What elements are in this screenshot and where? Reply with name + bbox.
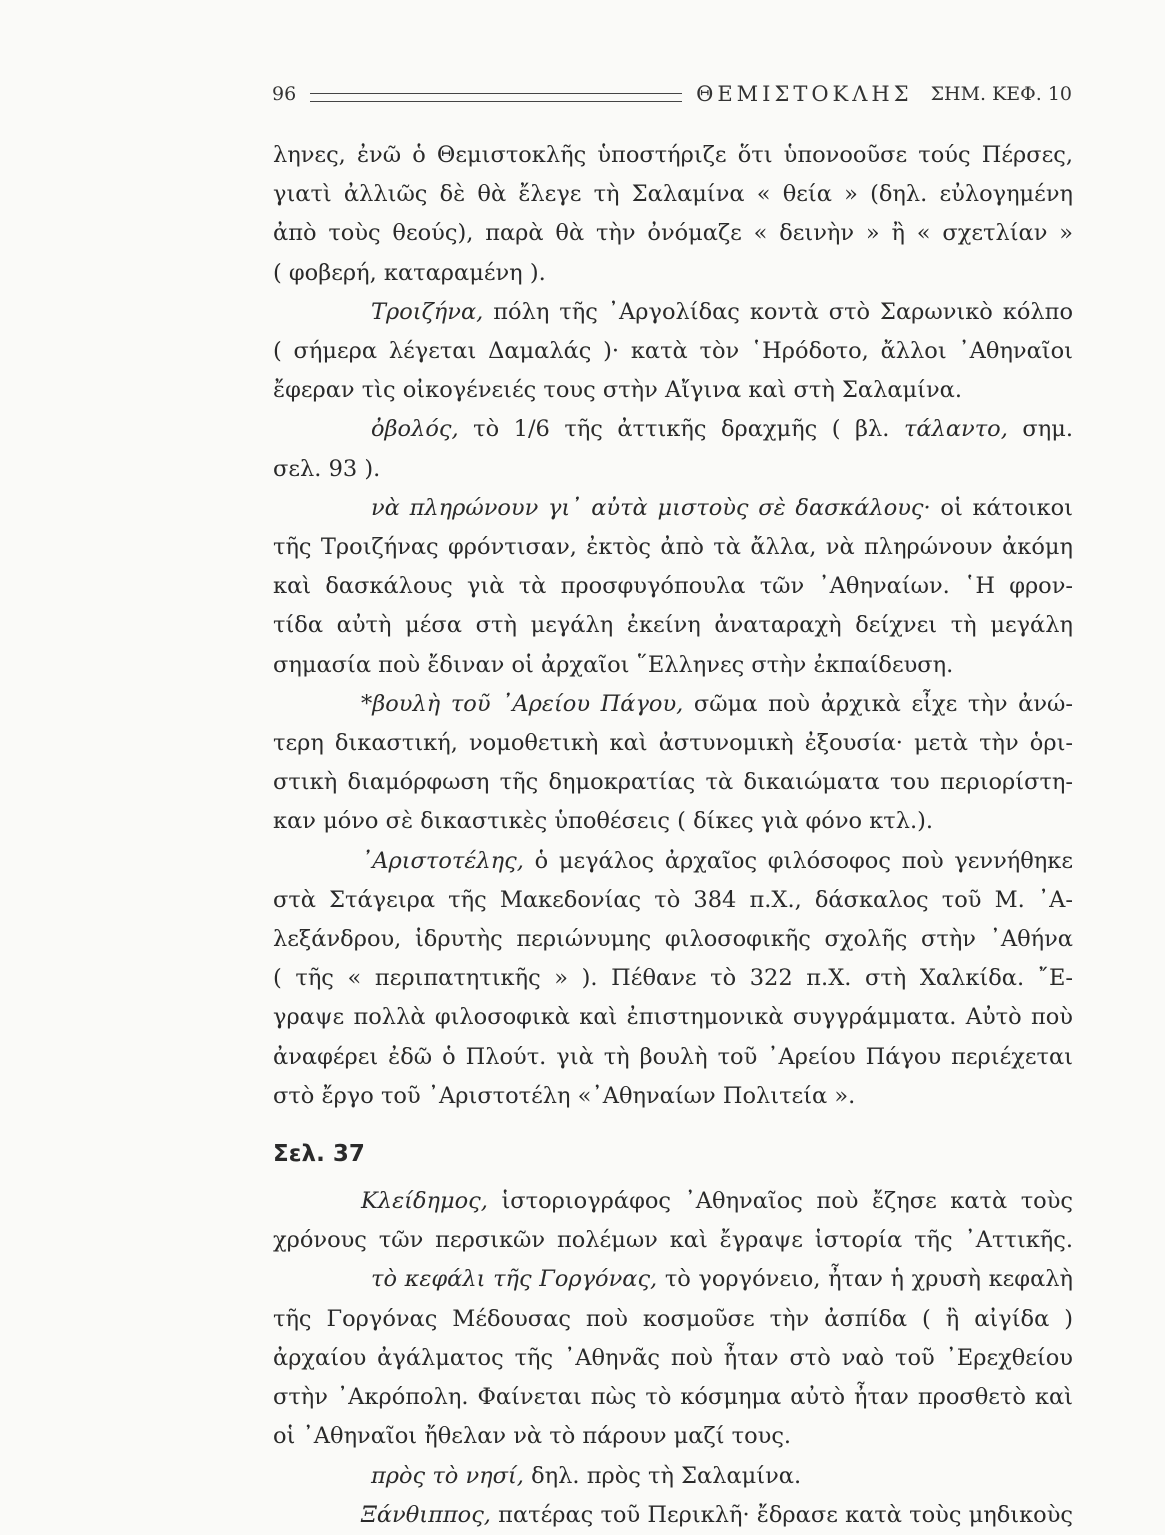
text-line: ( τῆς « περιπατητικῆς » ). Πέθανε τὸ 322 π.Χ. στὴ Χαλκίδα. ῎Ε-: [273, 965, 1073, 992]
text-line: στὸ ἔργο τοῦ ᾿Αριστοτέλη «᾿Αθηναίων Πολιτεία ».: [273, 1082, 856, 1109]
note-term: Κλείδημος,: [361, 1188, 488, 1215]
text-line: ἀναφέρει ἐδῶ ὁ Πλούτ. γιὰ τὴ βουλὴ τοῦ ᾿Αρείου Πάγου περιέχεται: [273, 1043, 1073, 1070]
text-line: στὰ Στάγειρα τῆς Μακεδονίας τὸ 384 π.Χ., δάσκαλος τοῦ Μ. ᾿Α-: [273, 886, 1073, 913]
text-line: γραψε πολλὰ φιλοσοφικὰ καὶ ἐπιστημονικὰ συγγράμματα. Αὐτὸ ποὺ: [273, 1004, 1073, 1031]
note-term: *βουλὴ τοῦ ᾿Αρείου Πάγου,: [361, 690, 684, 717]
note-term: ὀβολός,: [371, 416, 459, 443]
text-line: οἱ ᾿Αθηναῖοι ἤθελαν νὰ τὸ πάρουν μαζί τους.: [273, 1423, 792, 1450]
note-entry-line: [273, 293, 1073, 332]
note-entry-line: [273, 685, 1073, 724]
text-line: ἔφεραν τὶς οἰκογένειές τους στὴν Αἴγινα καὶ στὴ Σαλαμίνα.: [273, 377, 963, 404]
note-text: τὸ 1/6 τῆς ἀττικῆς δραχμῆς ( βλ.: [458, 416, 904, 443]
text-line: καὶ δασκάλους γιὰ τὰ προσφυγόπουλα τῶν ᾿Αθηναίων. ῾Η φρον-: [273, 573, 1073, 600]
chapter-reference: ΣΗΜ. ΚΕΦ. 10: [930, 83, 1072, 105]
notes-body: [273, 136, 1073, 1535]
text-line: τῆς Γοργόνας Μέδουσας ποὺ κοσμοῦσε τὴν ἀσπίδα ( ἢ αἰγίδα ): [273, 1305, 1073, 1332]
note-text: τὸ γοργόνειο, ἦταν ἡ χρυσὴ κεφαλὴ: [657, 1266, 1073, 1293]
text-line: καν μόνο σὲ δικαστικὲς ὑποθέσεις ( δίκες γιὰ φόνο κτλ.).: [273, 808, 934, 835]
text-line: ( σήμερα λέγεται Δαμαλάς )· κατὰ τὸν ῾Ηρόδοτο, ἄλλοι ᾿Αθηναῖοι: [273, 338, 1073, 365]
header-double-rule: [310, 93, 682, 102]
running-header: [272, 78, 1072, 110]
note-text: δηλ. πρὸς τὴ Σαλαμίνα.: [523, 1462, 802, 1489]
note-crossref: τάλαντο,: [903, 416, 1008, 443]
note-entry-line: [273, 489, 1073, 528]
text-line: γιατὶ ἀλλιῶς δὲ θὰ ἔλεγε τὴ Σαλαμίνα « θεία » (δηλ. εὐλογημένη: [273, 181, 1073, 208]
note-text: πόλη τῆς ᾿Αργολίδας κοντὰ στὸ Σαρωνικὸ κόλπο: [483, 298, 1073, 325]
note-text: ἱστοριογράφος ᾿Αθηναῖος ποὺ ἔζησε κατὰ τοὺς: [487, 1188, 1073, 1215]
note-term: τὸ κεφάλι τῆς Γοργόνας,: [371, 1266, 658, 1293]
page-number: 96: [272, 83, 297, 105]
text-line: τερη δικαστική, νομοθετικὴ καὶ ἀστυνομικὴ ἐξουσία· μετὰ τὴν ὁρι-: [273, 730, 1073, 757]
note-term: πρὸς τὸ νησί,: [371, 1462, 524, 1489]
note-term: ᾿Αριστοτέλης,: [361, 847, 524, 874]
text-line: ( φοβερή, καταραμένη ).: [273, 259, 546, 286]
text-line: ἀπὸ τοὺς θεούς), παρὰ θὰ τὴν ὀνόμαζε « δεινὴν » ἢ « σχετλίαν »: [273, 220, 1073, 247]
text-line: στὴν ᾿Ακρόπολη. Φαίνεται πὼς τὸ κόσμημα αὐτὸ ἦταν προσθετὸ καὶ: [273, 1384, 1073, 1411]
note-entry-line: [273, 1260, 1073, 1299]
note-term: Τροιζήνα,: [371, 298, 484, 325]
text-line: τίδα αὐτὴ μέσα στὴ μεγάλη ἐκείνη ἀναταραχὴ δείχνει τὴ μεγάλη: [273, 612, 1073, 639]
running-title: ΘΕΜΙΣΤΟΚΛΗΣ: [696, 82, 913, 106]
text-line: τῆς Τροιζήνας φρόντισαν, ἐκτὸς ἀπὸ τὰ ἄλλα, νὰ πληρώνουν ἀκόμη: [273, 534, 1073, 561]
text-line: λεξάνδρου, ἱδρυτὴς περιώνυμης φιλοσοφικῆς σχολῆς στὴν ᾿Αθήνα: [273, 926, 1073, 953]
note-entry-line: [273, 410, 1073, 449]
note-entry-line: [273, 1496, 1073, 1535]
text-line: στικὴ διαμόρφωση τῆς δημοκρατίας τὰ δικαιώματα του περιορίστη-: [273, 769, 1073, 796]
note-text: σῶμα ποὺ ἀρχικὰ εἶχε τὴν ἀνώ-: [683, 690, 1073, 717]
note-text: ὁ μεγάλος ἀρχαῖος φιλόσοφος ποὺ γεννήθηκε: [523, 847, 1073, 874]
note-term: νὰ πληρώνουν γι᾿ αὐτὰ μιστοὺς σὲ δασκάλους·: [371, 494, 931, 521]
note-entry-line: [273, 842, 1073, 881]
text-line: σημασία ποὺ ἔδιναν οἱ ἀρχαῖοι ῞Ελληνες στὴν ἐκπαίδευση.: [273, 651, 954, 678]
section-heading: Σελ. 37: [273, 1141, 365, 1168]
text-line: σελ. 93 ).: [273, 455, 381, 482]
text-line: χρόνους τῶν περσικῶν πολέμων καὶ ἔγραψε ἱστορία τῆς ᾿Αττικῆς.: [273, 1227, 1073, 1254]
note-text: πατέρας τοῦ Περικλῆ· ἔδρασε κατὰ τοὺς μηδικοὺς: [490, 1501, 1073, 1528]
text-line: ἀρχαίου ἀγάλματος τῆς ᾿Αθηνᾶς ποὺ ἦταν στὸ ναὸ τοῦ ᾿Ερεχθείου: [273, 1344, 1073, 1371]
note-text: οἱ κάτοικοι: [930, 494, 1073, 521]
note-text: σημ.: [1007, 416, 1073, 443]
note-entry-line: [273, 1182, 1073, 1221]
text-line: ληνες, ἐνῶ ὁ Θεμιστοκλῆς ὑποστήριζε ὅτι ὑπονοοῦσε τούς Πέρσες,: [273, 142, 1073, 168]
note-entry-line: [273, 1457, 1073, 1496]
note-term: Ξάνθιππος,: [361, 1501, 491, 1528]
